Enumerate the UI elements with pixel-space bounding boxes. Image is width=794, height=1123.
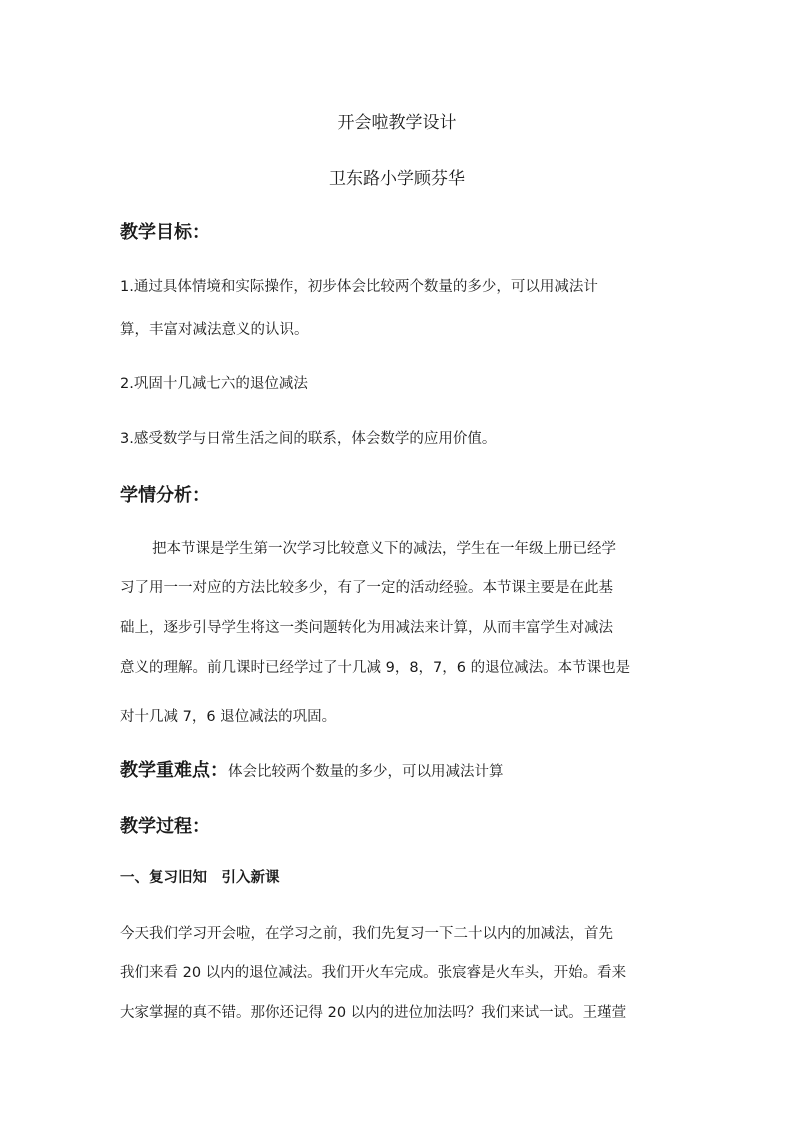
- goal-item-2: 2.巩固十几减七六的退位减法: [120, 376, 308, 392]
- process-line-3: 大家掌握的真不错。那你还记得 20 以内的进位加法吗？我们来试一试。王瑾萱: [120, 1005, 627, 1021]
- analysis-line-5: 对十几减 7，6 退位减法的巩固。: [120, 709, 337, 725]
- analysis-line-1: 把本节课是学生第一次学习比较意义下的减法，学生在一年级上册已经学: [152, 541, 616, 557]
- analysis-line-3: 础上，逐步引导学生将这一类问题转化为用减法来计算，从而丰富学生对减法: [120, 620, 613, 636]
- key-points: [120, 756, 504, 782]
- analysis-heading: 学情分析：: [120, 485, 210, 506]
- document-author: 卫东路小学顾芬华: [329, 169, 465, 189]
- document-title: 开会啦教学设计: [337, 113, 457, 133]
- key-points-heading: 教学重难点：: [120, 760, 228, 781]
- process-line-2: 我们来看 20 以内的退位减法。我们开火车完成。张宸睿是火车头，开始。看来: [120, 965, 627, 981]
- analysis-line-4: 意义的理解。前几课时已经学过了十几减 9，8，7，6 的退位减法。本节课也是: [120, 660, 631, 676]
- process-line-1: 今天我们学习开会啦，在学习之前，我们先复习一下二十以内的加减法，首先: [120, 926, 613, 942]
- goals-heading: 教学目标：: [120, 222, 210, 243]
- process-section-1-heading: 一、复习旧知 引入新课: [120, 870, 280, 886]
- goal-item-3: 3.感受数学与日常生活之间的联系，体会数学的应用价值。: [120, 431, 497, 447]
- key-points-text: 体会比较两个数量的多少，可以用减法计算: [228, 764, 504, 780]
- process-heading: 教学过程：: [120, 816, 210, 837]
- goal-item-1-line-1: 1.通过具体情境和实际操作，初步体会比较两个数量的多少，可以用减法计: [120, 279, 598, 295]
- goal-item-1-line-2: 算，丰富对减法意义的认识。: [120, 322, 309, 338]
- analysis-line-2: 习了用一一对应的方法比较多少，有了一定的活动经验。本节课主要是在此基: [120, 580, 613, 596]
